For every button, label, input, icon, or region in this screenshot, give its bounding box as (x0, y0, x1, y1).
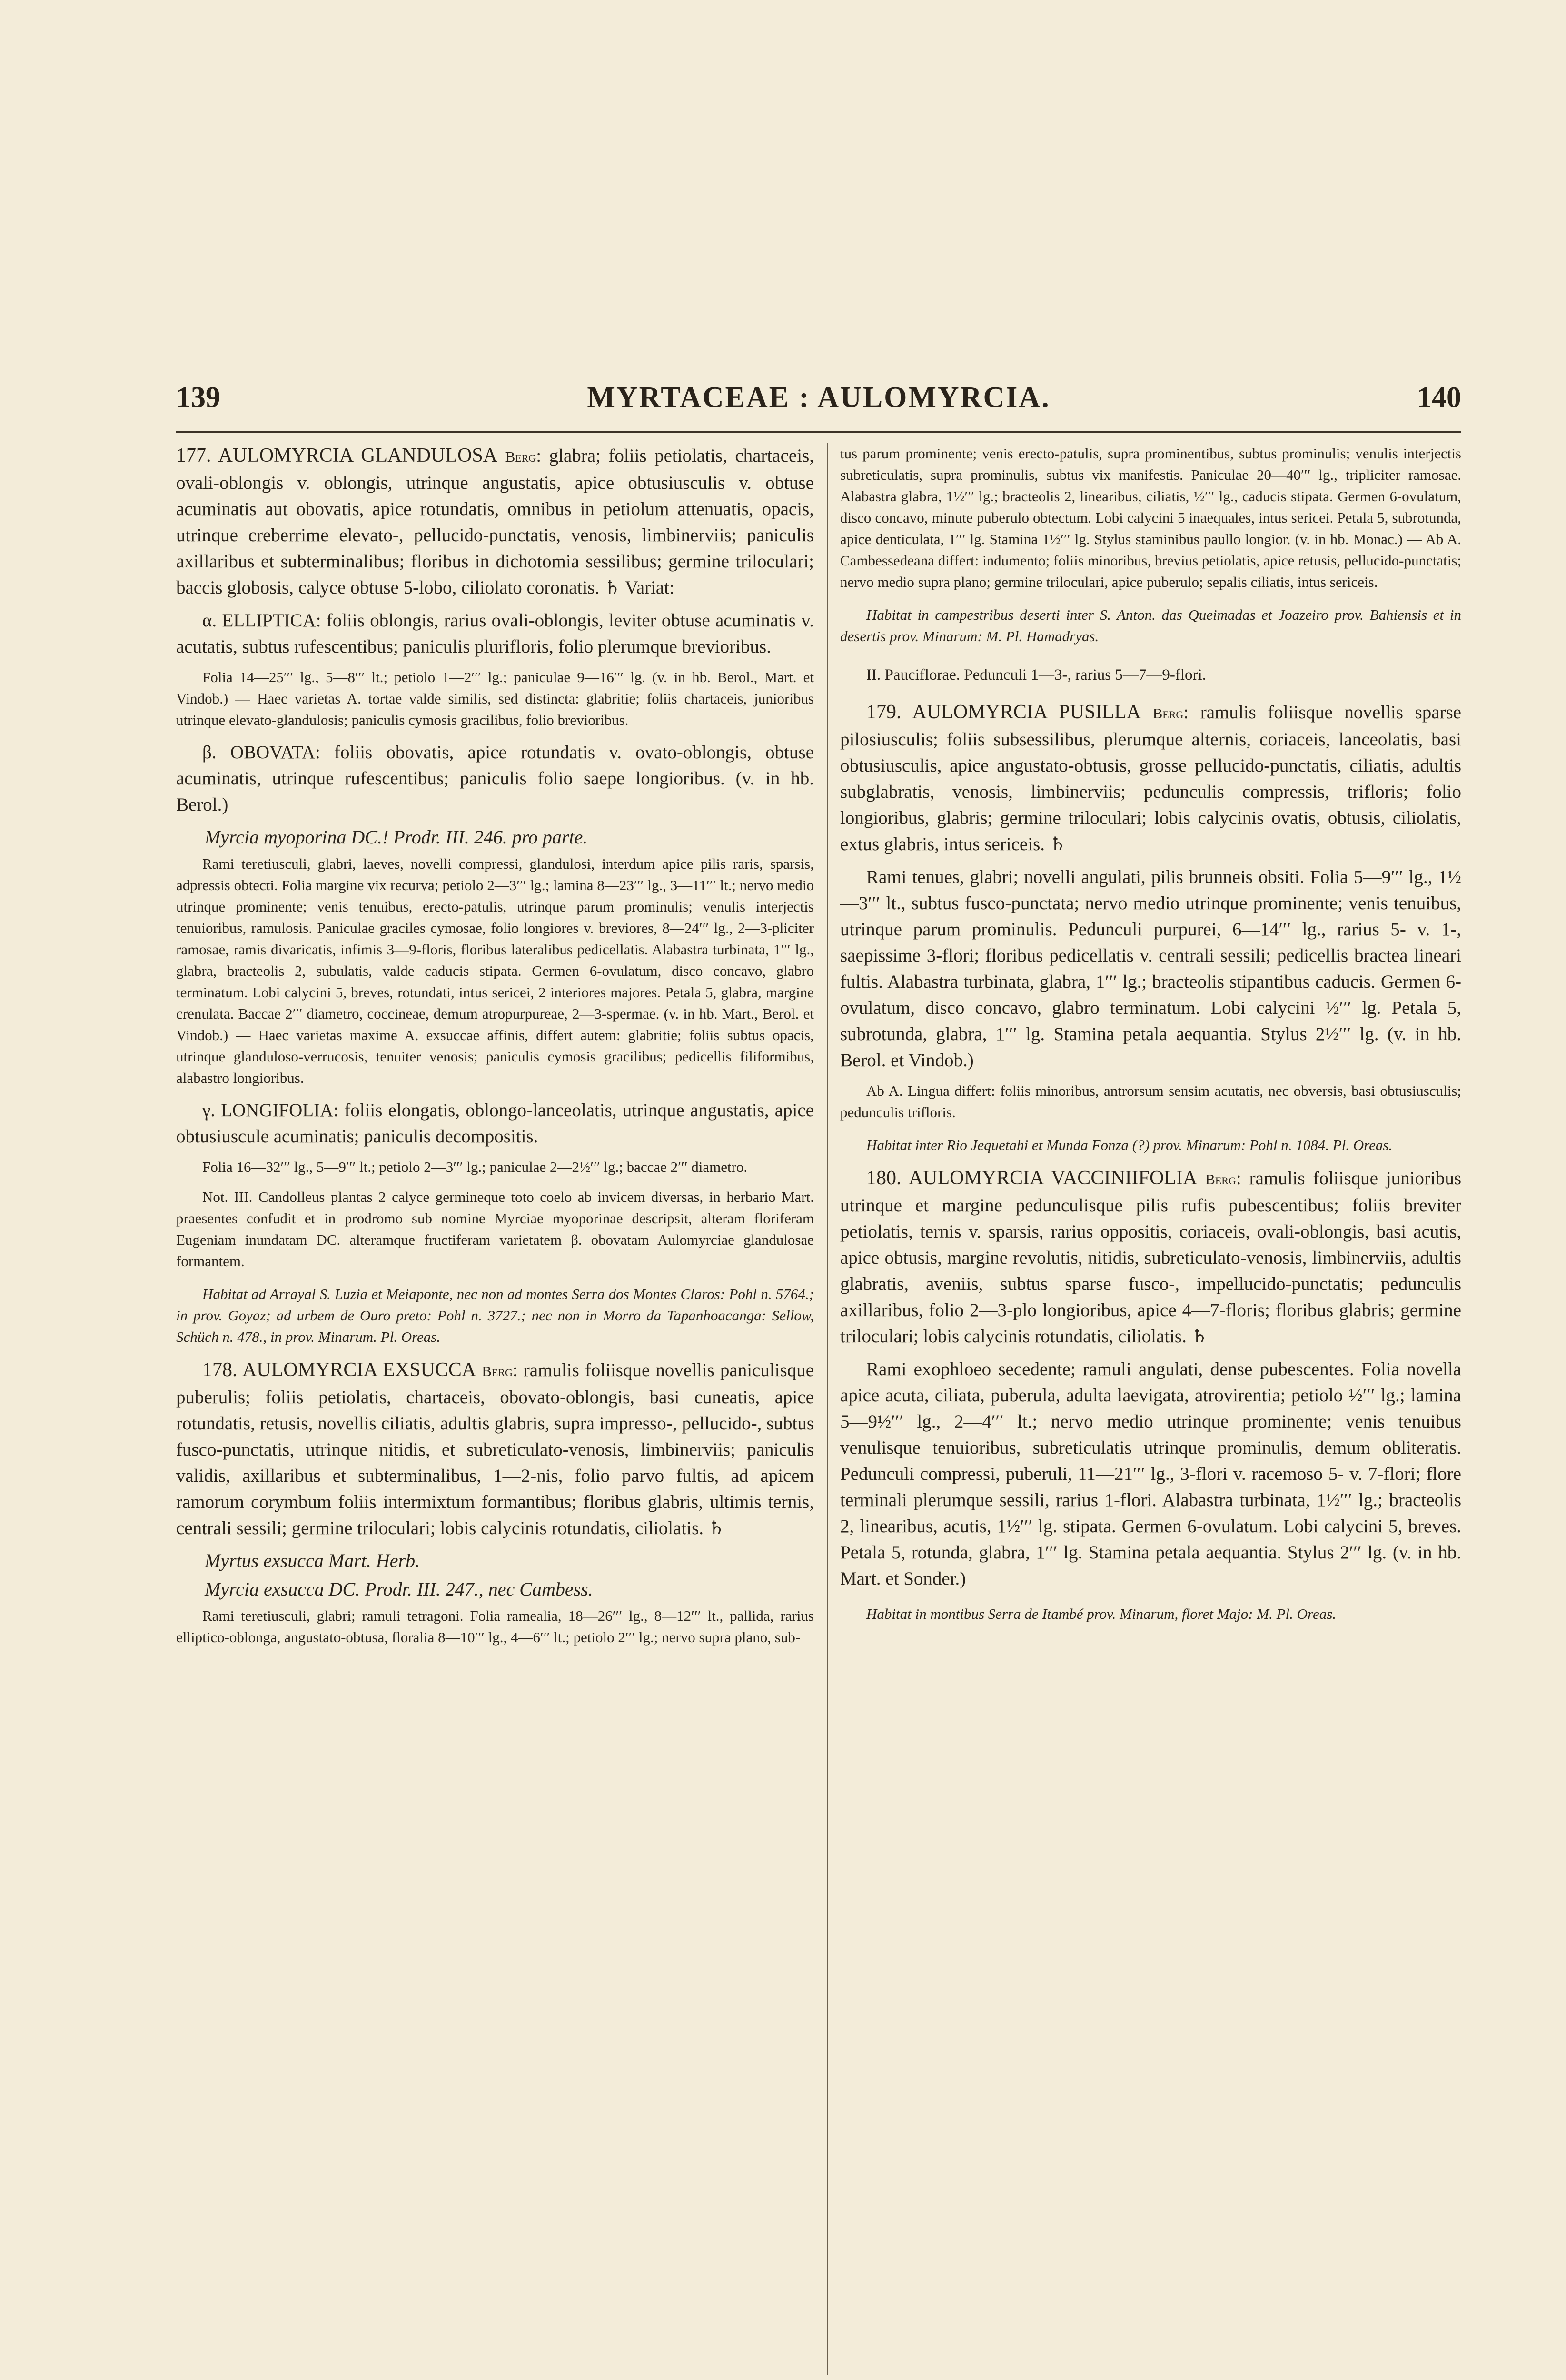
species-179-author: Berg (1152, 705, 1184, 722)
page-number-left: 139 (176, 381, 220, 414)
species-180-author: Berg (1205, 1171, 1236, 1188)
left-column (176, 443, 814, 1656)
page-number-right: 140 (1417, 381, 1461, 414)
variety-beta-synonym: Myrcia myoporina DC.! Prodr. III. 246. pro parte. (205, 826, 588, 848)
variety-beta: β. OBOVATA: foliis obovatis, apice rotundatis v. ovato-oblongis, obtuse acuminatis, utrinque rufescentibus; paniculis folio saepe longioribus. (v. in hb. Berol.) (176, 742, 814, 815)
species-178-synonym-1: Myrtus exsucca Mart. Herb. (205, 1550, 420, 1571)
nota-note: Not. III. Candolleus plantas 2 calyce germineque toto coelo ab invicem diversas, in herbario Mart. praesentes confudit et in prodromo sub nomine Myrciae myoporinae descripsit, alteram floriferam Eugeniam inundatam DC. alteramque fructiferam varietatem β. obovatam Aulomyrciae glandulosae formantem. (176, 1189, 814, 1269)
species-179-title: 179. AULOMYRCIA PUSILLA (866, 701, 1141, 723)
variety-alpha-notes: Folia 14—25′′′ lg., 5—8′′′ lt.; petiolo 1—2′′′ lg.; paniculae 9—16′′′ lg. (v. in hb. Berol., Mart. et Vindob.) — Haec varietas A. tortae valde similis, sed distincta: glabritie; foliis chartaceis, junioribus utrinque elevato-glandulosis; paniculis cymosis gracilibus, folio brevioribus. (176, 669, 814, 728)
species-178-diagnosis: : ramulis foliisque novellis paniculisque puberulis; foliis petiolatis, chartaceis, obovato-oblongis, basi cuneatis, apice rotundatis, retusis, novellis ciliatis, adultis glabris, supra impresso-, pellucido-, subtus fusco-punctatis, utrinque nitidis, et subreticulato-venosis, limbinerviis; paniculis validis, axillaribus et subterminalibus, 1—2-nis, folio parvo fultis, ad apicem ramorum corymbum foliis intermixtum formantibus; floribus glabris, ultimis ternis, centrali sessili; germine triloculari; lobis calycinis rotundatis, ciliolatis. ♄ (176, 1360, 814, 1538)
species-180-description: Rami exophloeo secedente; ramuli angulati, dense pubescentes. Folia novella apice acuta, ciliata, puberula, adulta laevigata, atrovirentia; petiolo ½′′′ lg.; lamina 5—9½′′′ lg., 2—4′′′ lt.; nervo medio utrinque prominente; venis tenuibus venulisque tenuioribus, subreticulatis utrinque prominulis, demum obliteratis. Pedunculi compressi, puberuli, 11—21′′′ lg., 3-flori v. racemoso 5- v. 7-flori; flore terminali plerumque sessili, rarius 1-flori. Alabastra turbinata, 1½′′′ lg.; bracteolis 2, linearibus, acutis, 1½′′′ lg. stipata. Germen 6-ovulatum. Lobi calycini 5, breves. Petala 5, rotunda, glabra, 1′′′ lg. Stamina petala aequantia. Stylus 2′′′ lg. (v. in hb. Mart. et Sonder.) (840, 1359, 1461, 1589)
species-180 (840, 1165, 1461, 1349)
variety-beta-notes: Rami teretiusculi, glabri, laeves, novelli compressi, glandulosi, interdum apice pilis raris, sparsis, adpressis obtecti. Folia margine vix recurva; petiolo 2—3′′′ lg.; lamina 8—23′′′ lg., 3—11′′′ lt.; nervo medio utrinque prominente; venis tenuibus, erecto-patulis, utrinque parum prominulis; venulis interjectis tenuioribus, ramulosis. Paniculae graciles cymosae, folio longiores v. breviores, 8—24′′′ lg., 2—3-pliciter ramosae, ramis divaricatis, infimis 3—9-floris, floribus lateralibus pedicellatis. Alabastra turbinata, 1′′′ lg., glabra, bracteolis 2, subulatis, valde caducis stipata. Germen 6-ovulatum, disco concavo, glabro terminatum. Lobi calycini 5, breves, rotundati, intus sericei, 2 interiores majores. Petala 5, glabra, margine crenulata. Baccae 2′′′ diametro, coccineae, demum atropurpureae, 2—3-spermae. (v. in hb. Mart., Berol. et Vindob.) — Haec varietas maxime A. exsuccae affinis, differt autem: glabritie; foliis subtus opacis, utrinque glanduloso-verrucosis, tenuiter venosis; paniculis cymosis gracilibus; pedicellis filiformibus, alabastro longioribus. (176, 855, 814, 1086)
running-title: MYRTACEAE : AULOMYRCIA. (587, 381, 1051, 414)
variety-alpha: α. ELLIPTICA: foliis oblongis, rarius ovali-oblongis, leviter obtuse acuminatis v. acutatis, subtus rufescentibus; paniculis plurifloris, folio plerumque brevioribus. (176, 610, 814, 657)
species-178-author: Berg (482, 1363, 513, 1379)
species-178-synonym-2: Myrcia exsucca DC. Prodr. III. 247., nec Cambess. (205, 1578, 593, 1600)
habitat-178: Habitat in campestribus deserti inter S. Anton. das Queimadas et Joazeiro prov. Bahiensis et in desertis prov. Minarum: M. Pl. Hamadryas. (840, 606, 1461, 645)
species-180-title: 180. AULOMYRCIA VACCINIIFOLIA (866, 1167, 1198, 1189)
habitat-179: Habitat inter Rio Jequetahi et Munda Fonza (?) prov. Minarum: Pohl n. 1084. Pl. Oreas. (866, 1137, 1393, 1153)
species-177-diagnosis: : glabra; foliis petiolatis, chartaceis, ovali-oblongis v. oblongis, utrinque angustatis, apice obtusiusculis v. obtuse acuminatis aut obovatis, apice rotundatis, omnibus in petiolum attenuatis, opacis, utrinque creberrime elevato-, pellucido-punctatis, venosis, limbinerviis; paniculis axillaribus et subterminalibus; floribus in dichotomia sessilibus; germine triloculari; baccis globosis, calyce obtuse 5-lobo, ciliolato coronatis. ♄ Variat: (176, 446, 814, 598)
species-180-diagnosis: : ramulis foliisque junioribus utrinque et margine pedunculisque pilis rufis pubescentibus; foliis breviter petiolatis, ternis v. sparsis, rarius oppositis, coriaceis, ovali-oblongis, basi acutis, apice obtusis, margine revolutis, nitidis, subreticulato-venosis, limbinerviis, adultis glabratis, aveniis, subtus sparse fusco-, impellucido-punctatis; pedunculis axillaribus, folio 2—3-plo longioribus, apice 4—7-floris; floribus glabris; germine triloculari; lobis calycinis rotundatis, ciliolatis. ♄ (840, 1168, 1461, 1347)
variety-gamma-notes: Folia 16—32′′′ lg., 5—9′′′ lt.; petiolo 2—3′′′ lg.; paniculae 2—2½′′′ lg.; baccae 2′′′ diametro. (202, 1159, 748, 1175)
species-178-notes: Rami teretiusculi, glabri; ramuli tetragoni. Folia ramealia, 18—26′′′ lg., 8—12′′′ lt., pallida, rarius elliptico-oblonga, angustato-obtusa, floralia 8—10′′′ lg., 4—6′′′ lt.; petiolo 2′′′ lg.; nervo supra plano, sub- (176, 1607, 814, 1646)
section-pauciflorae: II. Pauciflorae. Pedunculi 1—3-, rarius 5—7—9-flori. (866, 666, 1206, 684)
habitat-177: Habitat ad Arrayal S. Luzia et Meiaponte, nec non ad montes Serra dos Montes Claros: Pohl n. 5764.; in prov. Goyaz; ad urbem de Ouro preto: Pohl n. 3727.; nec non in Morro da Tapanhoacanga: Sellow, Schüch n. 478., in prov. Minarum. Pl. Oreas. (176, 1286, 814, 1345)
species-179-description: Rami tenues, glabri; novelli angulati, pilis brunneis obsiti. Folia 5—9′′′ lg., 1½—3′′′ lt., subtus fusco-punctata; nervo medio utrinque prominente; venis tenuibus, utrinque parum prominulis. Pedunculi purpurei, 6—14′′′ lg., rarius 5- v. 1-, saepissime 3-flori; floribus pedicellatis v. centrali sessili; pedicellis bractea lineari fultis. Alabastra turbinata, glabra, 1′′′ lg.; bracteolis stipantibus caducis. Germen 6-ovulatum, disco concavo, glabro terminatum. Lobi calycini ½′′′ lg. Petala 5, subrotunda, glabra, 1′′′ lg. Stamina petala aequantia. Stylus 2½′′′ lg. (v. in hb. Berol. et Vindob.) (840, 867, 1461, 1071)
species-178 (176, 1357, 814, 1541)
species-179-notes: Ab A. Lingua differt: foliis minoribus, antrorsum sensim acutatis, nec obversis, basi obtusiusculis; pedunculis trifloris. (840, 1082, 1461, 1121)
species-177 (176, 443, 814, 601)
species-177-author: Berg (505, 448, 536, 465)
header-rule (176, 431, 1461, 433)
page-header (176, 381, 1461, 424)
right-column (840, 443, 1461, 1634)
variety-gamma: γ. LONGIFOLIA: foliis elongatis, oblongo-lanceolatis, utrinque angustatis, apice obtusiuscule acuminatis; paniculis decompositis. (176, 1100, 814, 1147)
species-179 (840, 699, 1461, 857)
species-179-diagnosis: : ramulis foliisque novellis sparse pilosiusculis; foliis subsessilibus, plerumque alternis, coriaceis, lanceolatis, basi obtusiusculis, apice angustato-obtusis, grosse pellucido-punctatis, ciliatis, adultis subglabratis, venosis, limbinerviis; pedunculis compressis, trifloris; folio longioribus, glabris; germine triloculari; lobis calycinis ovatis, obtusis, ciliolatis, extus glabris, intus sericeis. ♄ (840, 702, 1461, 854)
habitat-180: Habitat in montibus Serra de Itambé prov. Minarum, floret Majo: M. Pl. Oreas. (866, 1606, 1337, 1622)
species-178-title: 178. AULOMYRCIA EXSUCCA (202, 1359, 476, 1381)
species-178-notes-continued: tus parum prominente; venis erecto-patulis, supra prominentibus, subtus prominulis; venulis interjectis subreticulatis, supra prominulis, subtus vix manifestis. Paniculae 20—40′′′ lg., tripliciter ramosae. Alabastra glabra, 1½′′′ lg.; bracteolis 2, linearibus, ciliatis, ½′′′ lg., caducis stipata. Germen 6-ovulatum, disco concavo, minute puberulo obtectum. Lobi calycini 5 inaequales, intus sericei. Petala 5, subrotunda, apice denticulata, 1′′′ lg. Stamina 1½′′′ lg. Stylus staminibus paullo longior. (v. in hb. Monac.) — Ab A. Cambessedeana differt: indumento; foliis minoribus, brevius petiolatis, apice retusis, pellucido-punctatis; nervo medio supra plano; germine triloculari, apice puberulo; sepalis ciliatis, intus sericeis. (840, 445, 1461, 590)
column-divider (827, 443, 828, 2375)
species-177-title: 177. AULOMYRCIA GLANDULOSA (176, 445, 498, 466)
